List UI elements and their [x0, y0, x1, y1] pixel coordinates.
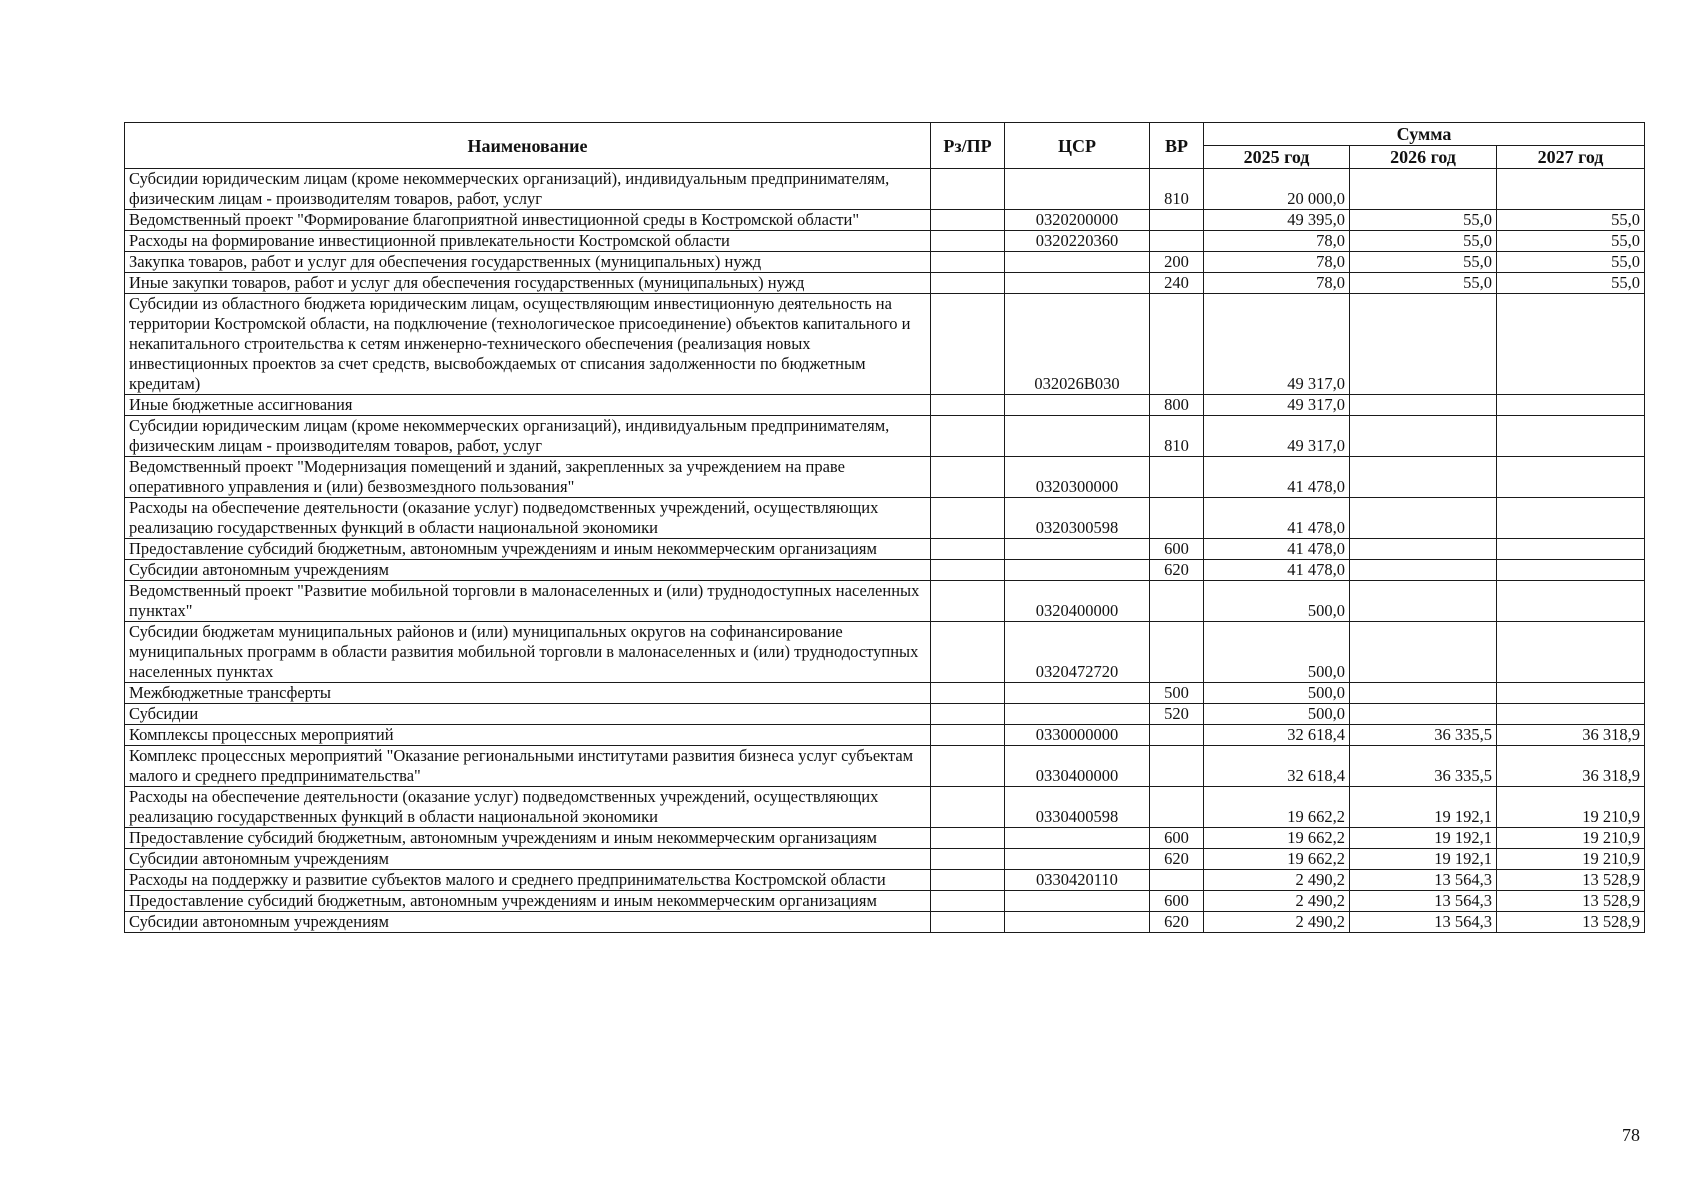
cell-name: Закупка товаров, работ и услуг для обеспечения государственных (муниципальных) нужд [125, 252, 931, 273]
cell-vr [1150, 498, 1204, 539]
cell-amount-2025: 49 395,0 [1204, 210, 1350, 231]
cell-vr: 200 [1150, 252, 1204, 273]
cell-name: Расходы на обеспечение деятельности (оказание услуг) подведомственных учреждений, осуществляющих реализацию государственных функций в области национальной экономики [125, 787, 931, 828]
cell-amount-2027: 19 210,9 [1497, 849, 1645, 870]
header-rzpr: Рз/ПР [931, 123, 1005, 169]
cell-amount-2027: 36 318,9 [1497, 725, 1645, 746]
cell-amount-2026: 36 335,5 [1350, 725, 1497, 746]
cell-csr [1005, 395, 1150, 416]
cell-csr [1005, 849, 1150, 870]
cell-amount-2026: 13 564,3 [1350, 891, 1497, 912]
cell-name: Расходы на формирование инвестиционной привлекательности Костромской области [125, 231, 931, 252]
header-name: Наименование [125, 123, 931, 169]
cell-vr [1150, 622, 1204, 683]
cell-vr: 600 [1150, 828, 1204, 849]
cell-rzpr [931, 498, 1005, 539]
cell-csr [1005, 683, 1150, 704]
cell-amount-2025: 2 490,2 [1204, 870, 1350, 891]
cell-csr [1005, 704, 1150, 725]
cell-csr [1005, 912, 1150, 933]
cell-amount-2026: 55,0 [1350, 252, 1497, 273]
cell-amount-2026 [1350, 294, 1497, 395]
cell-amount-2025: 500,0 [1204, 581, 1350, 622]
cell-csr: 0320472720 [1005, 622, 1150, 683]
cell-vr [1150, 870, 1204, 891]
cell-amount-2026 [1350, 169, 1497, 210]
table-row [125, 498, 1645, 539]
cell-rzpr [931, 746, 1005, 787]
cell-name: Субсидии [125, 704, 931, 725]
cell-rzpr [931, 231, 1005, 252]
cell-amount-2026: 19 192,1 [1350, 849, 1497, 870]
cell-vr [1150, 746, 1204, 787]
cell-name: Субсидии автономным учреждениям [125, 912, 931, 933]
header-year-2027: 2027 год [1497, 146, 1645, 169]
table-row [125, 849, 1645, 870]
cell-name: Комплекс процессных мероприятий "Оказание региональными институтами развития бизнеса услуг субъектам малого и среднего предпринимательства" [125, 746, 931, 787]
cell-vr: 800 [1150, 395, 1204, 416]
cell-amount-2026: 13 564,3 [1350, 912, 1497, 933]
cell-rzpr [931, 704, 1005, 725]
cell-amount-2027 [1497, 416, 1645, 457]
header-csr: ЦСР [1005, 123, 1150, 169]
cell-amount-2026 [1350, 560, 1497, 581]
cell-amount-2027 [1497, 395, 1645, 416]
table-row [125, 581, 1645, 622]
table-row [125, 746, 1645, 787]
cell-name: Предоставление субсидий бюджетным, автономным учреждениям и иным некоммерческим организациям [125, 539, 931, 560]
cell-csr: 0320200000 [1005, 210, 1150, 231]
cell-amount-2025: 19 662,2 [1204, 849, 1350, 870]
cell-amount-2026 [1350, 581, 1497, 622]
cell-name: Субсидии из областного бюджета юридическим лицам, осуществляющим инвестиционную деятельность на территории Костромской области, на подключение (технологическое присоединение) объектов капитального и некапитального строительства к сетям инженерно-технического обеспечения (реализация новых инвестиционных проектов за счет средств, высвобождаемых от списания задолженности по бюджетным кредитам) [125, 294, 931, 395]
cell-vr: 810 [1150, 416, 1204, 457]
budget-table-container [124, 122, 1644, 933]
cell-csr: 0320400000 [1005, 581, 1150, 622]
cell-vr [1150, 787, 1204, 828]
cell-amount-2027 [1497, 457, 1645, 498]
cell-amount-2027 [1497, 581, 1645, 622]
cell-csr: 032026B030 [1005, 294, 1150, 395]
cell-vr: 520 [1150, 704, 1204, 725]
cell-name: Предоставление субсидий бюджетным, автономным учреждениям и иным некоммерческим организациям [125, 891, 931, 912]
cell-csr [1005, 416, 1150, 457]
cell-name: Субсидии юридическим лицам (кроме некоммерческих организаций), индивидуальным предпринимателям, физическим лицам - производителям товаров, работ, услуг [125, 169, 931, 210]
table-row [125, 560, 1645, 581]
cell-rzpr [931, 870, 1005, 891]
cell-csr: 0320300000 [1005, 457, 1150, 498]
cell-vr [1150, 725, 1204, 746]
cell-vr [1150, 210, 1204, 231]
table-row [125, 683, 1645, 704]
cell-amount-2025: 78,0 [1204, 231, 1350, 252]
table-row [125, 395, 1645, 416]
cell-csr [1005, 828, 1150, 849]
cell-amount-2027: 13 528,9 [1497, 870, 1645, 891]
cell-rzpr [931, 828, 1005, 849]
header-vr: ВР [1150, 123, 1204, 169]
cell-amount-2026: 36 335,5 [1350, 746, 1497, 787]
cell-rzpr [931, 560, 1005, 581]
cell-name: Ведомственный проект "Формирование благоприятной инвестиционной среды в Костромской области" [125, 210, 931, 231]
cell-name: Субсидии автономным учреждениям [125, 560, 931, 581]
cell-name: Межбюджетные трансферты [125, 683, 931, 704]
cell-amount-2026 [1350, 395, 1497, 416]
cell-amount-2026: 13 564,3 [1350, 870, 1497, 891]
table-row [125, 725, 1645, 746]
cell-name: Субсидии автономным учреждениям [125, 849, 931, 870]
cell-rzpr [931, 683, 1005, 704]
cell-amount-2025: 32 618,4 [1204, 725, 1350, 746]
cell-name: Предоставление субсидий бюджетным, автономным учреждениям и иным некоммерческим организациям [125, 828, 931, 849]
cell-csr [1005, 539, 1150, 560]
cell-amount-2027 [1497, 539, 1645, 560]
cell-name: Иные бюджетные ассигнования [125, 395, 931, 416]
cell-vr: 600 [1150, 891, 1204, 912]
cell-csr: 0320220360 [1005, 231, 1150, 252]
cell-name: Комплексы процессных мероприятий [125, 725, 931, 746]
cell-name: Ведомственный проект "Модернизация помещений и зданий, закрепленных за учреждением на праве оперативного управления и (или) безвозмездного пользования" [125, 457, 931, 498]
cell-amount-2027: 36 318,9 [1497, 746, 1645, 787]
cell-amount-2025: 41 478,0 [1204, 539, 1350, 560]
cell-amount-2025: 500,0 [1204, 622, 1350, 683]
cell-vr: 620 [1150, 912, 1204, 933]
cell-amount-2025: 19 662,2 [1204, 787, 1350, 828]
cell-amount-2027: 13 528,9 [1497, 912, 1645, 933]
table-row [125, 787, 1645, 828]
cell-rzpr [931, 273, 1005, 294]
cell-vr: 620 [1150, 560, 1204, 581]
table-row [125, 169, 1645, 210]
cell-amount-2025: 49 317,0 [1204, 395, 1350, 416]
cell-rzpr [931, 210, 1005, 231]
cell-amount-2025: 78,0 [1204, 273, 1350, 294]
cell-vr: 500 [1150, 683, 1204, 704]
cell-amount-2026 [1350, 457, 1497, 498]
table-row [125, 912, 1645, 933]
cell-vr [1150, 231, 1204, 252]
cell-amount-2025: 78,0 [1204, 252, 1350, 273]
cell-amount-2026 [1350, 416, 1497, 457]
cell-rzpr [931, 294, 1005, 395]
table-header [125, 123, 1645, 169]
cell-amount-2025: 41 478,0 [1204, 457, 1350, 498]
table-row [125, 210, 1645, 231]
cell-vr: 240 [1150, 273, 1204, 294]
cell-amount-2027: 19 210,9 [1497, 787, 1645, 828]
cell-amount-2025: 2 490,2 [1204, 912, 1350, 933]
cell-amount-2027: 55,0 [1497, 231, 1645, 252]
cell-rzpr [931, 457, 1005, 498]
cell-name: Расходы на поддержку и развитие субъектов малого и среднего предпринимательства Костромской области [125, 870, 931, 891]
cell-rzpr [931, 891, 1005, 912]
cell-amount-2027: 55,0 [1497, 210, 1645, 231]
table-row [125, 416, 1645, 457]
cell-amount-2026: 55,0 [1350, 231, 1497, 252]
cell-vr [1150, 457, 1204, 498]
table-row [125, 539, 1645, 560]
cell-csr [1005, 252, 1150, 273]
cell-amount-2026 [1350, 704, 1497, 725]
cell-amount-2025: 41 478,0 [1204, 498, 1350, 539]
cell-rzpr [931, 416, 1005, 457]
cell-rzpr [931, 395, 1005, 416]
cell-rzpr [931, 581, 1005, 622]
cell-vr: 600 [1150, 539, 1204, 560]
cell-amount-2027: 55,0 [1497, 273, 1645, 294]
cell-amount-2026: 19 192,1 [1350, 787, 1497, 828]
cell-amount-2026 [1350, 622, 1497, 683]
cell-amount-2027: 55,0 [1497, 252, 1645, 273]
cell-amount-2027 [1497, 498, 1645, 539]
cell-rzpr [931, 912, 1005, 933]
cell-rzpr [931, 725, 1005, 746]
table-row [125, 252, 1645, 273]
table-row [125, 891, 1645, 912]
table-body [125, 169, 1645, 933]
budget-table [124, 122, 1645, 933]
table-row [125, 231, 1645, 252]
cell-vr [1150, 294, 1204, 395]
cell-amount-2026 [1350, 683, 1497, 704]
page-number: 78 [1622, 1125, 1640, 1145]
cell-amount-2026: 55,0 [1350, 210, 1497, 231]
table-row [125, 828, 1645, 849]
table-row [125, 273, 1645, 294]
cell-rzpr [931, 169, 1005, 210]
cell-rzpr [931, 622, 1005, 683]
cell-name: Субсидии юридическим лицам (кроме некоммерческих организаций), индивидуальным предпринимателям, физическим лицам - производителям товаров, работ, услуг [125, 416, 931, 457]
cell-amount-2027 [1497, 560, 1645, 581]
cell-amount-2025: 41 478,0 [1204, 560, 1350, 581]
cell-amount-2025: 2 490,2 [1204, 891, 1350, 912]
cell-csr: 0320300598 [1005, 498, 1150, 539]
cell-vr: 620 [1150, 849, 1204, 870]
table-row [125, 457, 1645, 498]
header-sum: Сумма [1204, 123, 1645, 146]
cell-amount-2027 [1497, 169, 1645, 210]
cell-csr [1005, 560, 1150, 581]
table-row [125, 294, 1645, 395]
cell-csr: 0330420110 [1005, 870, 1150, 891]
cell-csr: 0330000000 [1005, 725, 1150, 746]
cell-amount-2027 [1497, 622, 1645, 683]
cell-name: Иные закупки товаров, работ и услуг для обеспечения государственных (муниципальных) нужд [125, 273, 931, 294]
cell-amount-2026 [1350, 498, 1497, 539]
cell-amount-2026 [1350, 539, 1497, 560]
header-row-top [125, 123, 1645, 146]
cell-amount-2027 [1497, 294, 1645, 395]
header-year-2026: 2026 год [1350, 146, 1497, 169]
cell-amount-2026: 19 192,1 [1350, 828, 1497, 849]
cell-rzpr [931, 539, 1005, 560]
cell-rzpr [931, 787, 1005, 828]
cell-amount-2027 [1497, 704, 1645, 725]
cell-name: Субсидии бюджетам муниципальных районов и (или) муниципальных округов на софинансирование муниципальных программ в области развития мобильной торговли в малонаселенных и (или) труднодоступных населенных пунктах [125, 622, 931, 683]
cell-rzpr [931, 252, 1005, 273]
header-year-2025: 2025 год [1204, 146, 1350, 169]
cell-amount-2025: 500,0 [1204, 704, 1350, 725]
cell-csr [1005, 169, 1150, 210]
cell-name: Ведомственный проект "Развитие мобильной торговли в малонаселенных и (или) труднодоступных населенных пунктах" [125, 581, 931, 622]
cell-amount-2025: 20 000,0 [1204, 169, 1350, 210]
cell-amount-2026: 55,0 [1350, 273, 1497, 294]
cell-csr: 0330400598 [1005, 787, 1150, 828]
cell-amount-2025: 32 618,4 [1204, 746, 1350, 787]
cell-csr [1005, 273, 1150, 294]
cell-amount-2027: 13 528,9 [1497, 891, 1645, 912]
table-row [125, 704, 1645, 725]
cell-amount-2025: 49 317,0 [1204, 416, 1350, 457]
cell-amount-2027: 19 210,9 [1497, 828, 1645, 849]
cell-amount-2025: 49 317,0 [1204, 294, 1350, 395]
table-row [125, 622, 1645, 683]
cell-csr [1005, 891, 1150, 912]
cell-amount-2025: 500,0 [1204, 683, 1350, 704]
cell-csr: 0330400000 [1005, 746, 1150, 787]
table-row [125, 870, 1645, 891]
cell-rzpr [931, 849, 1005, 870]
cell-amount-2025: 19 662,2 [1204, 828, 1350, 849]
cell-vr [1150, 581, 1204, 622]
cell-vr: 810 [1150, 169, 1204, 210]
cell-name: Расходы на обеспечение деятельности (оказание услуг) подведомственных учреждений, осуществляющих реализацию государственных функций в области национальной экономики [125, 498, 931, 539]
cell-amount-2027 [1497, 683, 1645, 704]
